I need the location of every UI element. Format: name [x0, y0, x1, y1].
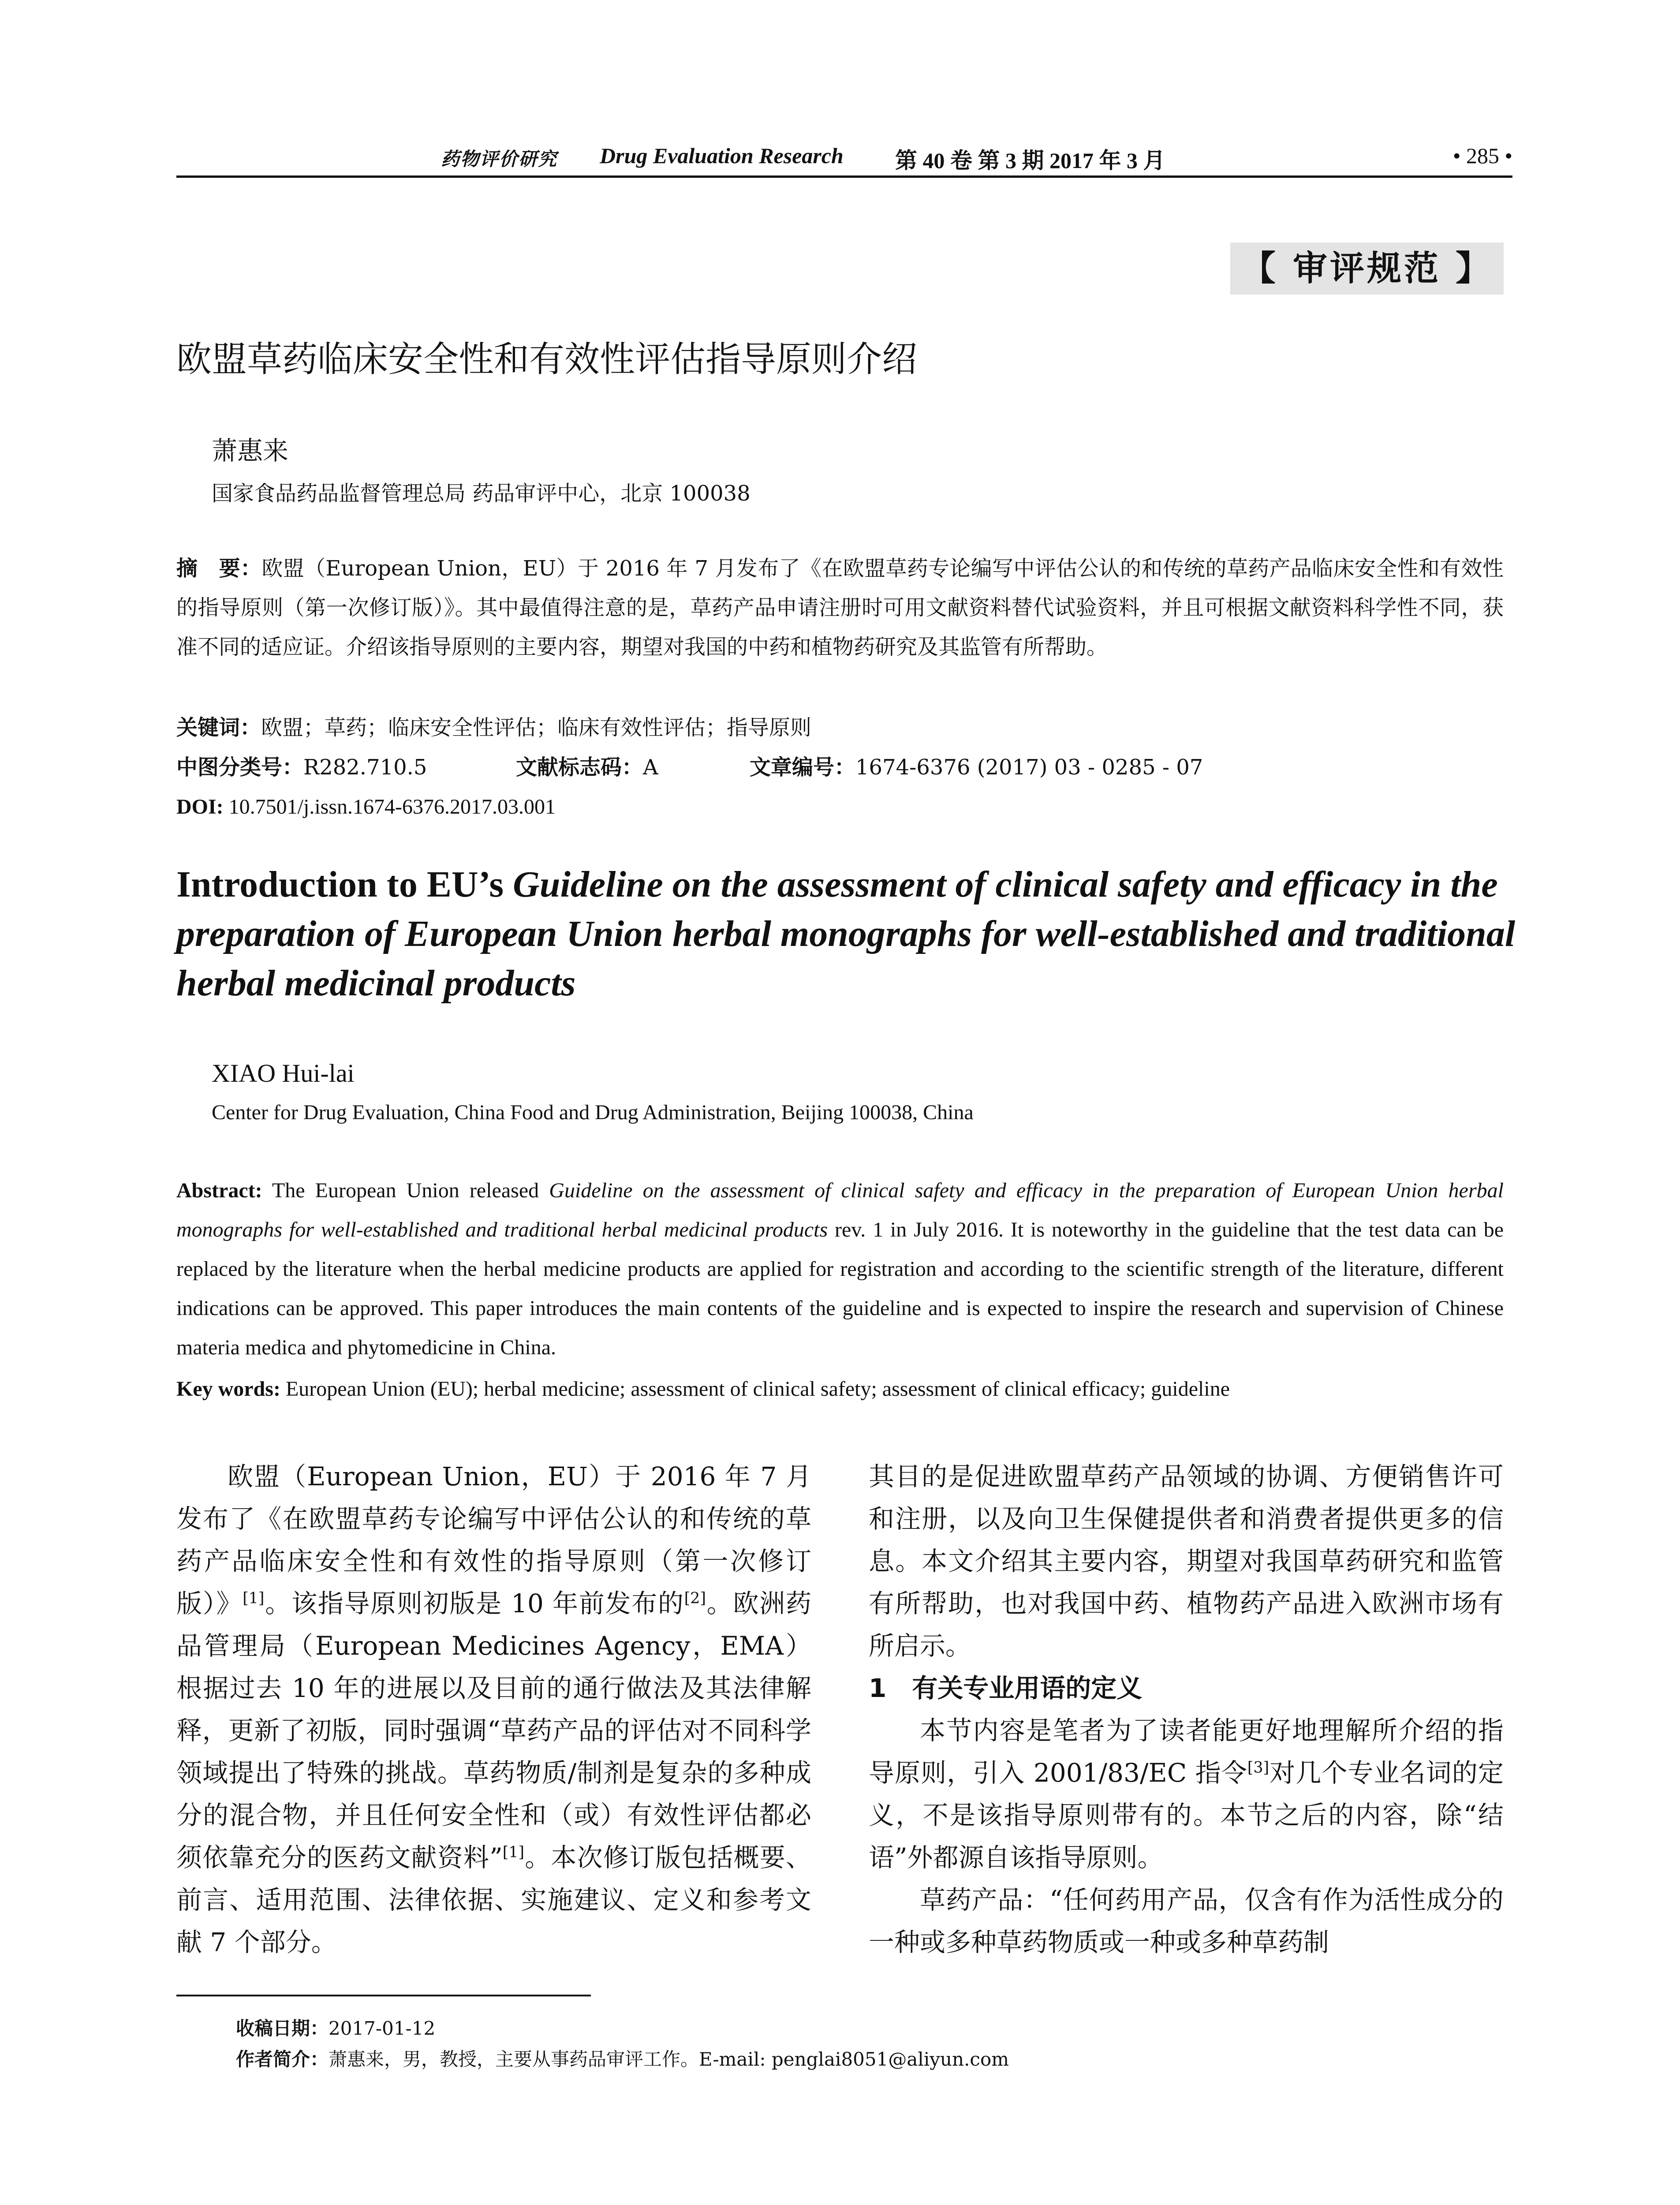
keywords-en-label: Key words:	[176, 1377, 280, 1401]
citation-ref: [1]	[502, 1843, 525, 1861]
doi-label: DOI:	[176, 795, 224, 818]
journal-name-cn: 药物评价研究	[441, 149, 558, 170]
body-paragraph: 欧盟（European Union，EU）于 2016 年 7 月发布了《在欧盟草药专论编写中评估公认的和传统的草药产品临床安全性和有效性的指导原则（第一次修订版）》[1]。该指导原则初版是 10 年前发布的[2]。欧洲药品管理局（European Medicines Agency，EMA）根据过去 10 年的进展以及目前的通行做法及其法律解释，更新了初版，同时强调“草药产品的评估对不同科学领域提出了特殊的挑战。草药物质/制剂是复杂的多种成分的混合物，并且任何安全性和（或）有效性评估都必须依靠充分的医药文献资料”[1]。本次修订版包括概要、前言、适用范围、法律依据、实施建议、定义和参考文献 7 个部分。	[176, 1461, 811, 1957]
keywords-en: Key words: European Union (EU); herbal medicine; assessment of clinical safety; assessment of clinical efficacy; guideline	[176, 1377, 1230, 1401]
title-en: Introduction to EU’s Guideline on the assessment of clinical safety and efficacy in the preparation of European Union herbal monographs for well-established and traditional herbal medicinal products	[176, 864, 1516, 1004]
body-paragraph: 本节内容是笔者为了读者能更好地理解所介绍的指导原则，引入 2001/83/EC 指令[3]对几个专业名词的定义，不是该指导原则带有的。本节之后的内容，除“结语”外都源自该指导原则。	[869, 1715, 1504, 1872]
affiliation-en: Center for Drug Evaluation, China Food and Drug Administration, Beijing 100038, China	[212, 1101, 974, 1124]
author-cn: 萧惠来	[212, 436, 289, 466]
abstract-cn-label: 摘 要：	[176, 556, 262, 581]
document-code: 文献标志码：A	[516, 755, 658, 780]
author-en: XIAO Hui-lai	[212, 1059, 355, 1088]
footnote-received: 收稿日期：2017-01-12	[236, 2018, 436, 2039]
header-rule	[176, 176, 1512, 178]
keywords-cn-label: 关键词：	[176, 715, 261, 740]
doi	[176, 789, 556, 825]
body-column-right	[869, 1455, 1504, 1963]
page-number: • 285 •	[1452, 143, 1512, 168]
issue-info: 第 40 卷 第 3 期 2017 年 3 月	[895, 148, 1165, 173]
title-cn: 欧盟草药临床安全性和有效性评估指导原则介绍	[176, 339, 917, 380]
abstract-en-label: Abstract:	[176, 1179, 262, 1202]
footnote-rule	[176, 1995, 591, 1996]
journal-name-en: Drug Evaluation Research	[600, 143, 844, 168]
citation-ref: [3]	[1247, 1759, 1269, 1777]
citation-ref: [1]	[243, 1589, 265, 1607]
keywords-cn	[176, 710, 1504, 745]
running-header	[176, 140, 1512, 171]
abstract-en: Abstract: The European Union released Guideline on the assessment of clinical safety and efficacy in the preparation of European Union herbal monographs for well-established and traditional herbal medicinal products rev. 1 in July 2016. It is noteworthy in the guideline that the test data can be replaced by the literature when the herbal medicine products are applied for registration and according to the scientific strength of the literature, different indications can be approved. This paper introduces the main contents of the guideline and is expected to inspire the research and supervision of Chinese materia medica and phytomedicine in China.	[176, 1179, 1504, 1359]
clc-number: 中图分类号：R282.710.5	[176, 755, 427, 780]
body-column-left	[176, 1455, 811, 1963]
doi-value: 10.7501/j.issn.1674-6376.2017.03.001	[228, 795, 556, 818]
body-paragraph: 其目的是促进欧盟草药产品领域的协调、方便销售许可和注册，以及向卫生保健提供者和消费者提供更多的信息。本文介绍其主要内容，期望对我国草药研究和监管有所帮助，也对我国中药、植物药产品进入欧洲市场有所启示。	[869, 1461, 1504, 1661]
body-paragraph: 草药产品：“任何药用产品，仅含有作为活性成分的一种或多种草药物质或一种或多种草药制	[869, 1885, 1504, 1957]
article-number: 文章编号：1674-6376 (2017) 03 - 0285 - 07	[750, 755, 1203, 780]
abstract-cn	[176, 549, 1504, 667]
section-tag: 【 审评规范 】	[1230, 243, 1504, 295]
section-heading: 1 有关专业用语的定义	[869, 1673, 1142, 1703]
footnote-author: 作者简介：萧惠来，男，教授，主要从事药品审评工作。E-mail: penglai8051@aliyun.com	[236, 2048, 1009, 2070]
affiliation-cn: 国家食品药品监督管理总局 药品审评中心，北京 100038	[212, 481, 750, 506]
citation-ref: [2]	[684, 1589, 706, 1607]
keywords-cn-text: 欧盟；草药；临床安全性评估；临床有效性评估；指导原则	[261, 715, 812, 740]
abstract-cn-text: 欧盟（European Union，EU）于 2016 年 7 月发布了《在欧盟草药专论编写中评估公认的和传统的草药产品临床安全性和有效性的指导原则（第一次修订版）》。其中最值得注意的是，草药产品申请注册时可用文献资料替代试验资料，并且可根据文献资料科学性不同，获准不同的适应证。介绍该指导原则的主要内容，期望对我国的中药和植物药研究及其监管有所帮助。	[176, 556, 1504, 659]
